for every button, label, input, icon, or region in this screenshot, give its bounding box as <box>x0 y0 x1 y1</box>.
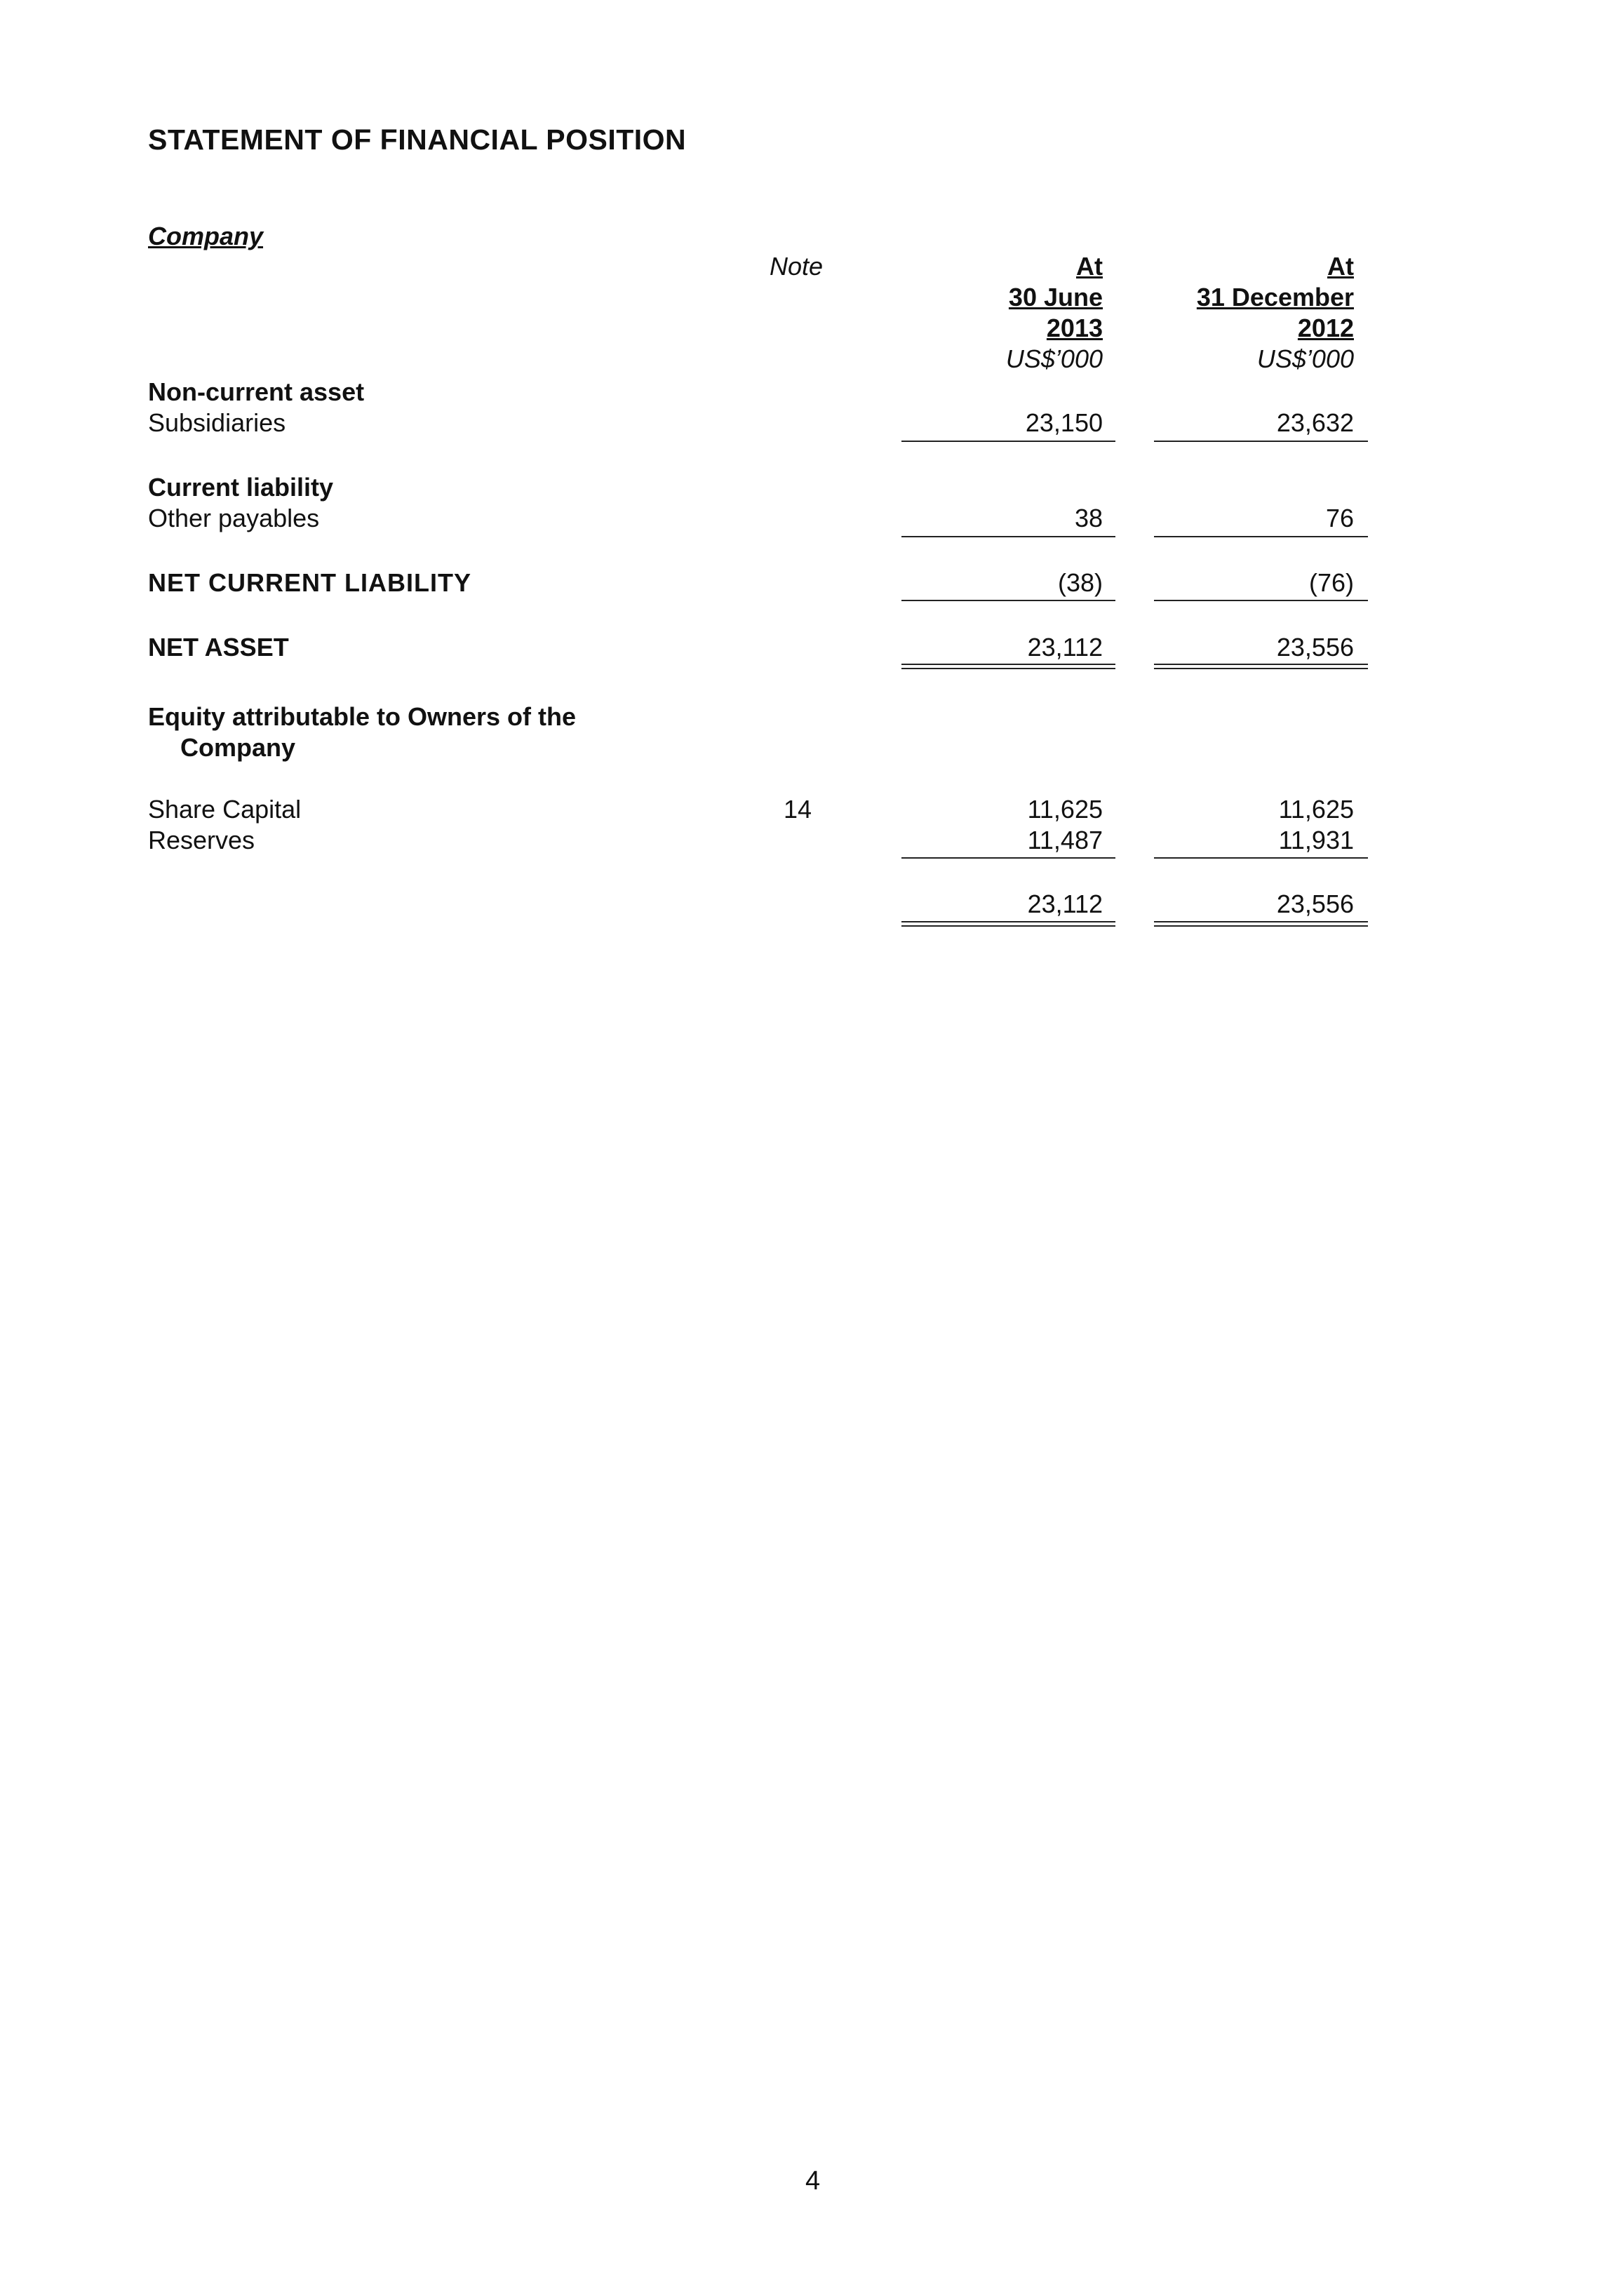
net-asset-value-2013: 23,112 <box>1027 633 1103 662</box>
share-capital-value-2013: 11,625 <box>1027 795 1103 824</box>
net-asset-value-2012: 23,556 <box>1276 633 1354 662</box>
current-liability-heading: Current liability <box>148 473 334 502</box>
other-payables-label: Other payables <box>148 504 320 532</box>
subsidiaries-label: Subsidiaries <box>148 408 286 437</box>
subsidiaries-underline-2012 <box>1154 441 1368 442</box>
col1-header-unit: US$’000 <box>1005 344 1103 373</box>
share-capital-note: 14 <box>784 795 812 824</box>
net-asset-double-underline-2012 <box>1154 664 1368 669</box>
col1-header-year: 2013 <box>1046 314 1103 342</box>
equity-heading-line2: Company <box>180 733 296 762</box>
total-equity-value-2013: 23,112 <box>1027 889 1103 918</box>
share-capital-label: Share Capital <box>148 795 302 824</box>
subsidiaries-underline-2013 <box>901 441 1115 442</box>
col2-header-at: At <box>1327 252 1354 281</box>
total-equity-double-underline-2012 <box>1154 921 1368 927</box>
net-current-liability-label: NET CURRENT LIABILITY <box>148 568 471 597</box>
other-payables-value-2012: 76 <box>1325 504 1354 532</box>
reserves-value-2013: 11,487 <box>1027 826 1103 854</box>
equity-heading-line1: Equity attributable to Owners of the <box>148 702 577 731</box>
section-heading-company: Company <box>148 222 264 250</box>
non-current-asset-heading: Non-current asset <box>148 377 365 406</box>
other-payables-underline-2013 <box>901 536 1115 537</box>
other-payables-underline-2012 <box>1154 536 1368 537</box>
col2-header-unit: US$’000 <box>1256 344 1354 373</box>
net-asset-label: NET ASSET <box>148 633 289 662</box>
reserves-underline-2012 <box>1154 857 1368 859</box>
subsidiaries-value-2013: 23,150 <box>1025 408 1103 437</box>
col1-header-at: At <box>1076 252 1103 281</box>
share-capital-value-2012: 11,625 <box>1278 795 1354 824</box>
net-current-liability-underline-2012 <box>1154 600 1368 601</box>
reserves-value-2012: 11,931 <box>1278 826 1354 854</box>
col2-header-year: 2012 <box>1297 314 1354 342</box>
col2-header-date: 31 December <box>1196 283 1354 311</box>
col1-header-date: 30 June <box>1008 283 1103 311</box>
other-payables-value-2013: 38 <box>1074 504 1103 532</box>
reserves-underline-2013 <box>901 857 1115 859</box>
reserves-label: Reserves <box>148 826 255 854</box>
page-number: 4 <box>805 2166 821 2196</box>
net-asset-double-underline-2013 <box>901 664 1115 669</box>
page-title: STATEMENT OF FINANCIAL POSITION <box>148 123 687 156</box>
subsidiaries-value-2012: 23,632 <box>1276 408 1354 437</box>
total-equity-value-2012: 23,556 <box>1276 889 1354 918</box>
net-current-liability-underline-2013 <box>901 600 1115 601</box>
net-current-liability-value-2013: (38) <box>1057 568 1103 597</box>
total-equity-double-underline-2013 <box>901 921 1115 927</box>
net-current-liability-value-2012: (76) <box>1308 568 1354 597</box>
note-column-header: Note <box>770 252 824 281</box>
